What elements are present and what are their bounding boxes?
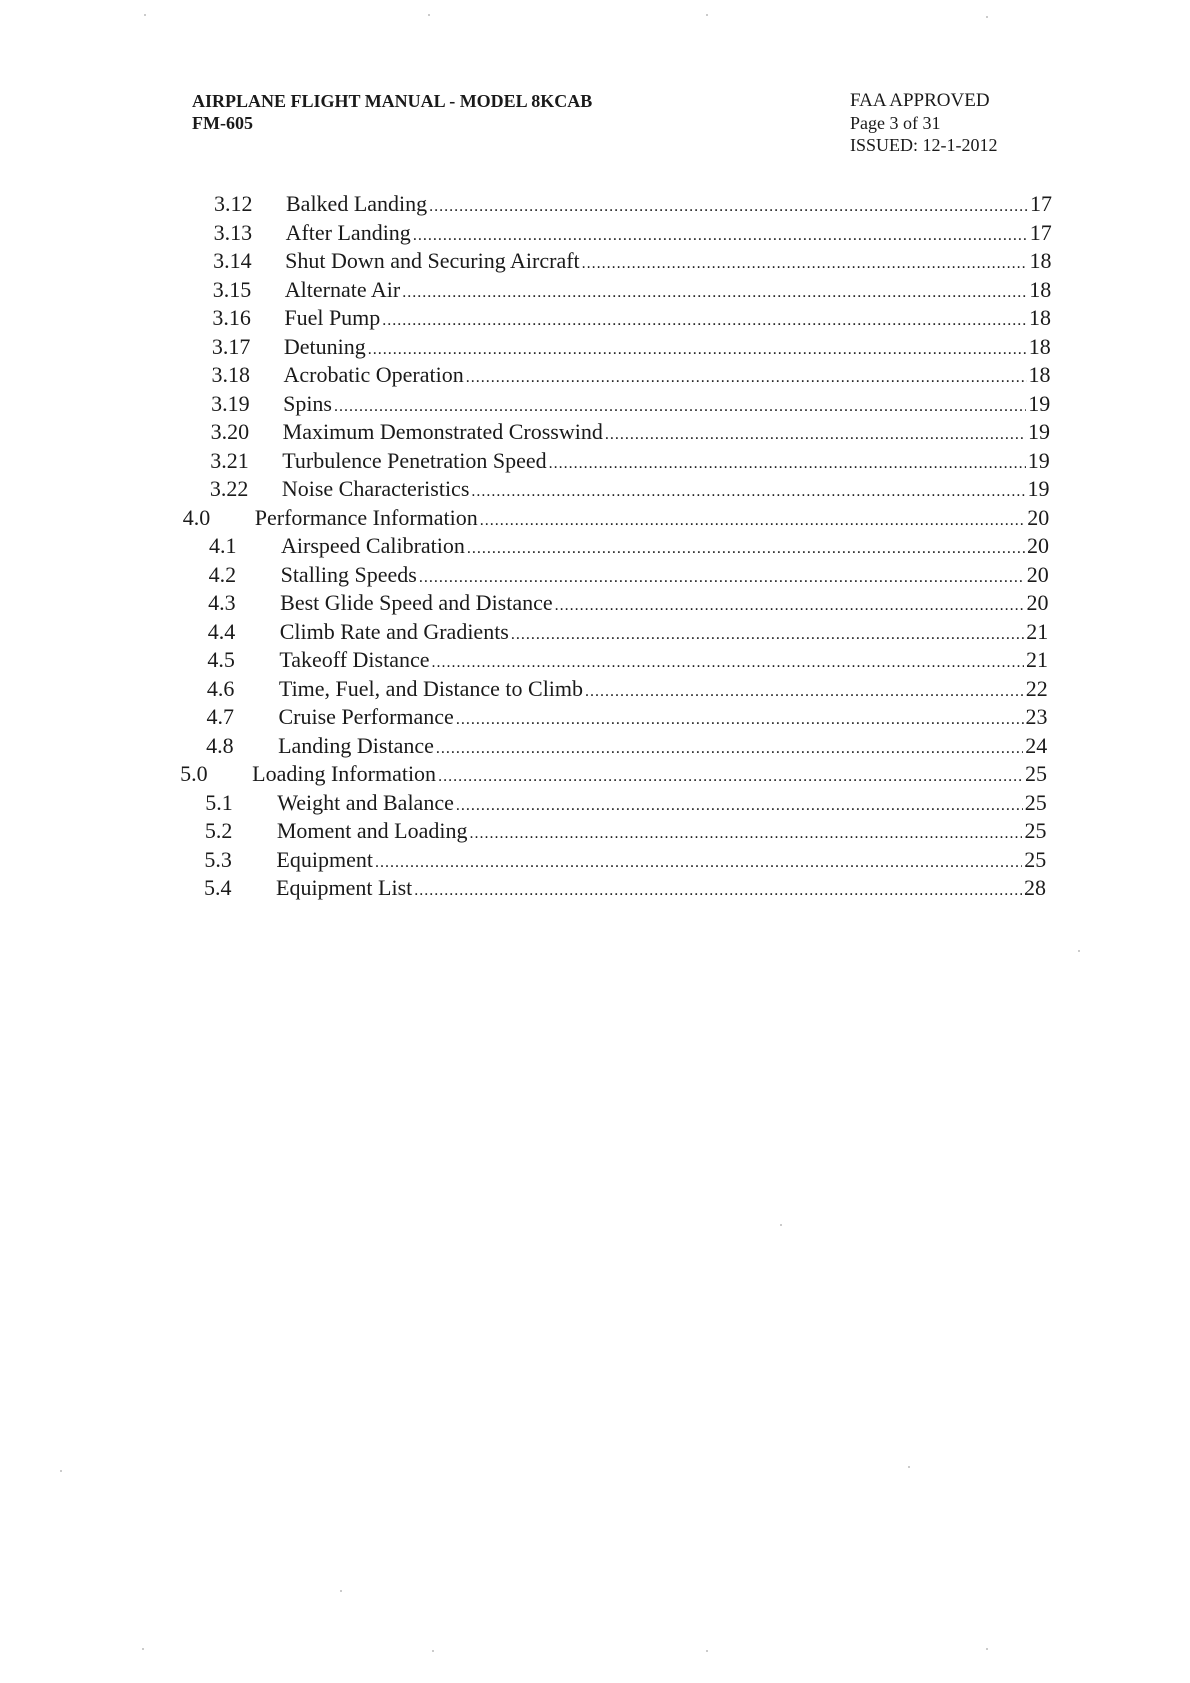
- toc-entry-line: [281, 532, 1049, 563]
- toc-entry-title: Takeoff Distance: [279, 647, 430, 672]
- toc-entry-line: [280, 589, 1048, 620]
- toc-entry-line: [283, 418, 1050, 449]
- toc-entry-page: 25: [1024, 789, 1047, 815]
- toc-entry: [0, 418, 1190, 446]
- toc-leader-dots: [585, 678, 1024, 706]
- toc-entry-page: 19: [1027, 476, 1050, 501]
- toc-entry-title: Landing Distance: [278, 732, 434, 758]
- toc-entry-title: Climb Rate and Gradients: [279, 618, 509, 644]
- toc-entry-number: 3.15: [212, 276, 252, 302]
- toc-entry: [0, 390, 1190, 418]
- toc-entry-line: [278, 732, 1047, 763]
- toc-entry-page: 22: [1025, 675, 1048, 701]
- toc-entry-title: Detuning: [283, 333, 366, 359]
- toc-entry: [0, 447, 1190, 475]
- toc-entry-number: 5.1: [205, 789, 233, 815]
- toc-entry-title: Best Glide Speed and Distance: [280, 590, 553, 615]
- toc-entry: [0, 675, 1190, 703]
- toc-entry-number: 4.1: [209, 533, 237, 558]
- toc-entry-number: 3.18: [211, 362, 250, 387]
- toc-entry-line: [282, 475, 1050, 506]
- toc-entry-title: Turbulence Penetration Speed: [282, 447, 547, 473]
- toc-entry-page: 20: [1027, 504, 1050, 530]
- toc-entry-page: 17: [1029, 219, 1052, 245]
- toc-entry-line: [282, 447, 1050, 478]
- toc-entry-title: Weight and Balance: [277, 789, 454, 815]
- toc-entry: [0, 846, 1190, 874]
- toc-entry-number: 3.16: [212, 305, 251, 330]
- toc-leader-dots: [413, 222, 1028, 250]
- toc-leader-dots: [549, 450, 1026, 478]
- toc-entry-page: 18: [1028, 362, 1051, 387]
- toc-entry-number: 5.2: [204, 818, 233, 843]
- toc-entry-page: 28: [1024, 875, 1046, 900]
- document-header-right: [850, 90, 998, 156]
- toc-entry: [0, 732, 1190, 760]
- toc-entry-line: [277, 789, 1047, 820]
- toc-entry-page: 20: [1027, 533, 1049, 558]
- toc-entry-line: [286, 219, 1052, 250]
- toc-entry: [0, 475, 1190, 503]
- issue-date: ISSUED: 12-1-2012: [850, 135, 998, 155]
- scan-speck: [340, 1590, 342, 1592]
- toc-leader-dots: [555, 592, 1025, 620]
- toc-entry-line: [252, 760, 1047, 791]
- toc-entry-number: 4.0: [182, 504, 211, 530]
- scan-speck: [706, 1650, 708, 1652]
- toc-leader-dots: [469, 820, 1022, 848]
- toc-entry-page: 25: [1024, 846, 1047, 872]
- toc-entry-title: Moment and Loading: [276, 818, 468, 843]
- toc-leader-dots: [466, 364, 1027, 392]
- toc-entry-title: Noise Characteristics: [281, 476, 470, 501]
- toc-entry-page: 21: [1025, 647, 1048, 672]
- scan-speck: [428, 14, 430, 16]
- toc-entry: [0, 646, 1190, 674]
- scan-speck: [986, 1648, 988, 1650]
- toc-leader-dots: [467, 535, 1025, 563]
- toc-entry-title: After Landing: [285, 219, 411, 245]
- toc-entry-page: 25: [1024, 818, 1047, 843]
- toc-entry-number: 3.17: [211, 333, 251, 359]
- toc-entry-number: 4.8: [206, 732, 234, 758]
- toc-entry: [0, 561, 1190, 589]
- toc-entry: [0, 532, 1190, 560]
- toc-entry-page: 19: [1027, 447, 1050, 473]
- manual-number: FM-605: [192, 113, 253, 133]
- toc-entry: [0, 361, 1190, 389]
- scan-speck: [986, 16, 988, 18]
- toc-entry-page: 20: [1026, 561, 1049, 587]
- toc-entry-page: 19: [1027, 419, 1050, 444]
- toc-entry-number: 5.4: [204, 875, 232, 900]
- toc-entry-line: [276, 846, 1046, 877]
- scan-speck: [1078, 950, 1080, 952]
- toc-entry-page: 18: [1029, 276, 1052, 302]
- scan-speck: [432, 1650, 434, 1652]
- toc-entry-title: Airspeed Calibration: [281, 533, 465, 558]
- toc-entry-number: 5.0: [180, 761, 208, 786]
- toc-entry-page: 18: [1028, 333, 1051, 359]
- toc-entry-page: 20: [1026, 590, 1049, 615]
- toc-entry-title: Alternate Air: [284, 276, 401, 302]
- scan-speck: [780, 1224, 782, 1226]
- toc-entry-number: 4.7: [206, 704, 234, 729]
- toc-entry-number: 3.14: [213, 248, 252, 273]
- toc-entry-number: 4.6: [206, 675, 235, 701]
- toc-entry-line: [285, 247, 1051, 278]
- toc-entry: [0, 304, 1190, 332]
- toc-entry: [0, 789, 1190, 817]
- toc-leader-dots: [480, 507, 1025, 535]
- toc-entry-title: Acrobatic Operation: [283, 362, 464, 387]
- toc-entry-line: [286, 190, 1052, 221]
- toc-entry-line: [277, 817, 1047, 848]
- toc-entry: [0, 874, 1190, 902]
- toc-entry-number: 4.3: [208, 590, 236, 615]
- toc-entry-number: 3.12: [214, 191, 253, 216]
- toc-entry-title: Performance Information: [254, 504, 478, 530]
- toc-entry-title: Maximum Demonstrated Crosswind: [282, 419, 603, 444]
- toc-entry-title: Balked Landing: [286, 191, 428, 216]
- toc-entry: [0, 618, 1190, 646]
- toc-entry-number: 4.4: [207, 618, 236, 644]
- toc-entry-line: [284, 361, 1051, 392]
- toc-leader-dots: [456, 706, 1024, 734]
- toc-entry-title: Shut Down and Securing Aircraft: [285, 248, 580, 273]
- toc-entry: [0, 333, 1190, 361]
- toc-entry-title: Equipment: [276, 846, 373, 872]
- toc-entry-title: Stalling Speeds: [280, 561, 417, 587]
- manual-title: AIRPLANE FLIGHT MANUAL - MODEL 8KCAB: [192, 91, 593, 111]
- toc-entry-page: 19: [1028, 390, 1051, 416]
- toc-leader-dots: [471, 478, 1025, 506]
- toc-entry-number: 3.19: [211, 390, 250, 416]
- toc-entry-line: [285, 276, 1052, 307]
- toc-entry: [0, 589, 1190, 617]
- toc-entry: [0, 276, 1190, 304]
- toc-entry-line: [283, 390, 1050, 421]
- toc-entry-line: [279, 646, 1048, 677]
- toc-entry-page: 23: [1025, 704, 1048, 729]
- toc-entry-line: [280, 618, 1049, 649]
- toc-entry-title: Equipment List: [276, 875, 413, 900]
- toc-entry-line: [284, 333, 1051, 364]
- toc-leader-dots: [419, 564, 1025, 592]
- toc-entry-number: 4.2: [208, 561, 237, 587]
- toc-entry-line: [276, 874, 1046, 905]
- toc-entry-number: 3.21: [210, 447, 249, 473]
- toc-leader-dots: [438, 763, 1023, 791]
- toc-entry: [0, 760, 1190, 788]
- toc-leader-dots: [334, 393, 1026, 421]
- toc-leader-dots: [429, 193, 1028, 221]
- scan-speck: [908, 1466, 910, 1468]
- toc-entry-number: 3.22: [209, 476, 249, 501]
- toc-entry-page: 18: [1029, 248, 1052, 273]
- page-number: Page 3 of 31: [850, 113, 941, 133]
- toc-entry-number: 5.3: [204, 846, 232, 872]
- toc-entry-page: 24: [1025, 732, 1048, 758]
- toc-leader-dots: [582, 250, 1028, 278]
- toc-entry-line: [284, 304, 1051, 335]
- scan-speck: [60, 1470, 62, 1472]
- toc-leader-dots: [436, 735, 1023, 763]
- toc-entry-page: 18: [1028, 305, 1051, 330]
- toc-entry-title: Fuel Pump: [284, 305, 381, 330]
- approval-status: FAA APPROVED: [850, 90, 990, 111]
- scan-speck: [144, 14, 146, 16]
- toc-leader-dots: [431, 649, 1024, 677]
- scan-speck: [142, 1648, 144, 1650]
- toc-leader-dots: [414, 877, 1022, 905]
- toc-leader-dots: [368, 336, 1027, 364]
- toc-entry: [0, 703, 1190, 731]
- toc-entry: [0, 190, 1190, 218]
- toc-entry: [0, 817, 1190, 845]
- toc-entry-page: 25: [1024, 761, 1047, 786]
- toc-entry: [0, 504, 1190, 532]
- toc-entry-title: Spins: [283, 390, 332, 416]
- scan-speck: [706, 14, 708, 16]
- document-header-left: [192, 90, 592, 134]
- toc-entry-number: 4.5: [207, 647, 235, 672]
- toc-entry-title: Loading Information: [252, 761, 437, 786]
- toc-entry-line: [279, 675, 1048, 706]
- toc-entry-number: 3.20: [210, 419, 250, 444]
- toc-entry-line: [279, 703, 1048, 734]
- toc-leader-dots: [456, 792, 1023, 820]
- toc-leader-dots: [402, 279, 1027, 307]
- toc-entry-page: 17: [1030, 191, 1052, 216]
- toc-entry: [0, 247, 1190, 275]
- toc-entry-page: 21: [1026, 618, 1049, 644]
- toc-leader-dots: [605, 421, 1026, 449]
- toc-leader-dots: [375, 849, 1022, 877]
- toc-leader-dots: [511, 621, 1024, 649]
- toc-entry-number: 3.13: [213, 219, 253, 245]
- toc-entry-line: [281, 561, 1049, 592]
- toc-entry-line: [255, 504, 1049, 535]
- toc-entry-title: Cruise Performance: [278, 704, 454, 729]
- toc-leader-dots: [382, 307, 1027, 335]
- toc-entry: [0, 219, 1190, 247]
- toc-entry-title: Time, Fuel, and Distance to Climb: [278, 675, 584, 701]
